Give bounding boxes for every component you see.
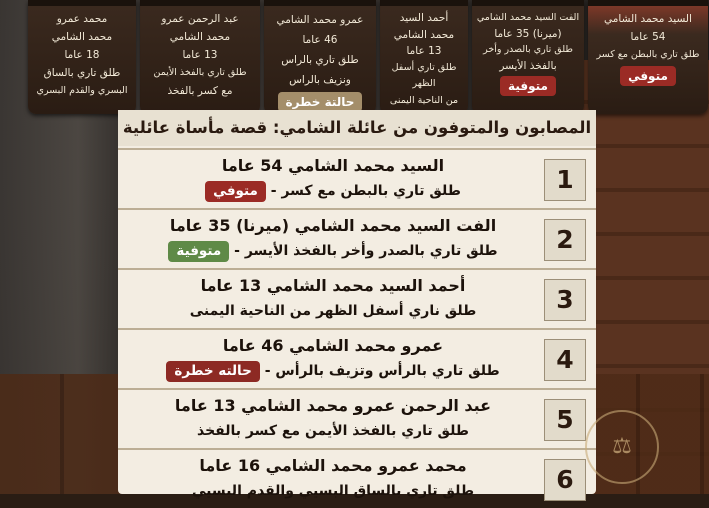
card-line: محمد الشامي: [393, 28, 455, 41]
card-line: 46 عاما: [302, 34, 338, 46]
card-line: ونزيف بالراس: [289, 74, 351, 86]
item-injury: طلق تاري بالرأس وتزيف بالرأس -: [264, 363, 500, 379]
list-item: [118, 268, 596, 328]
card-line: طلق تاري بالفخذ الأيمن: [153, 67, 247, 78]
item-name: محمد عمرو محمد الشامي 16 عاما: [199, 456, 467, 475]
card-line: محمد الشامي: [169, 31, 231, 43]
item-injury: طلق ناري أسفل الظهر من الناحية اليمنى: [189, 303, 477, 319]
card-line: 13 عاما: [406, 45, 442, 57]
victims-list-panel: [118, 110, 596, 499]
card-line: 13 عاما: [182, 49, 218, 61]
card-line: 54 عاما: [630, 31, 666, 43]
item-name: عبد الرحمن عمرو محمد الشامي 13 عاما: [174, 396, 492, 415]
card-line: محمد عمرو: [56, 13, 108, 25]
item-injury: طلق تاري بالبطن مع كسر -: [270, 183, 461, 199]
status-badge: متوفية: [168, 241, 229, 262]
status-badge: متوفي: [205, 181, 266, 202]
victim-card: [588, 0, 708, 114]
victims-list: [118, 148, 596, 508]
card-line: الفت السيد محمد الشامي: [476, 12, 580, 23]
card-line: البسري والقدم البسري: [36, 85, 128, 96]
card-line: أحمد السيد: [399, 12, 449, 24]
item-injury: طلق تاري بالصدر وأخر بالفخذ الأيسر -: [234, 243, 498, 259]
card-line: مع كسر بالفخذ: [167, 85, 233, 97]
card-line: طلق تاري بالراس: [281, 54, 359, 66]
card-line: عبد الرحمن عمرو: [161, 13, 239, 25]
victim-card: [380, 0, 468, 114]
card-line: محمد الشامي: [51, 31, 113, 43]
item-number: 2: [544, 219, 586, 261]
list-item: [118, 448, 596, 508]
card-line: (ميرنا) 35 عاما: [494, 28, 562, 40]
status-badge: متوفي: [620, 66, 676, 86]
card-line: بالفخذ الأيسر: [499, 60, 557, 72]
list-item: [118, 208, 596, 268]
status-badge: حالتة خطرة: [278, 92, 363, 112]
item-injury: طلق تاري بالفخذ الأيمن مع كسر بالفخذ: [196, 423, 469, 439]
status-badge: حالته خطرة: [166, 361, 260, 382]
card-line: السيد محمد الشامي: [604, 13, 692, 25]
panel-title: المصابون والمتوفون من عائلة الشامي: قصة مأساة عائلية: [118, 110, 596, 146]
card-line: 18 عاما: [64, 49, 100, 61]
item-name: السيد محمد الشامي 54 عاما: [221, 156, 445, 175]
list-item: [118, 388, 596, 448]
list-item: [118, 148, 596, 208]
item-name: أحمد السيد محمد الشامي 13 عاما: [200, 276, 466, 295]
victim-card: [472, 0, 584, 114]
card-line: طلق تاري بالبطن مع كسر: [596, 49, 700, 60]
item-number: 5: [544, 399, 586, 441]
victim-card: [28, 0, 136, 114]
card-line: طلق تاري أسفل الظهر: [391, 61, 457, 89]
item-name: الفت السيد محمد الشامي (ميرنا) 35 عاما: [169, 216, 497, 235]
status-badge: متوفية: [500, 76, 556, 96]
item-number: 6: [544, 459, 586, 501]
card-line: عمرو محمد الشامي: [276, 14, 364, 26]
card-line: طلق تاري بالصدر وأخر: [483, 44, 573, 55]
list-item: [118, 328, 596, 388]
victim-card: [140, 0, 260, 114]
item-number: 4: [544, 339, 586, 381]
item-number: 1: [544, 159, 586, 201]
card-line: طلق تاري بالساق: [43, 67, 121, 79]
item-name: عمرو محمد الشامي 46 عاما: [222, 336, 444, 355]
card-line: من الناحية اليمنى: [389, 94, 459, 106]
victim-card: [264, 0, 376, 114]
item-injury: طلق تاري بالساق البسيي والقدم البسيي: [191, 483, 475, 499]
item-number: 3: [544, 279, 586, 321]
scales-seal-icon: ⚖: [585, 410, 659, 484]
victim-cards: [28, 0, 709, 114]
